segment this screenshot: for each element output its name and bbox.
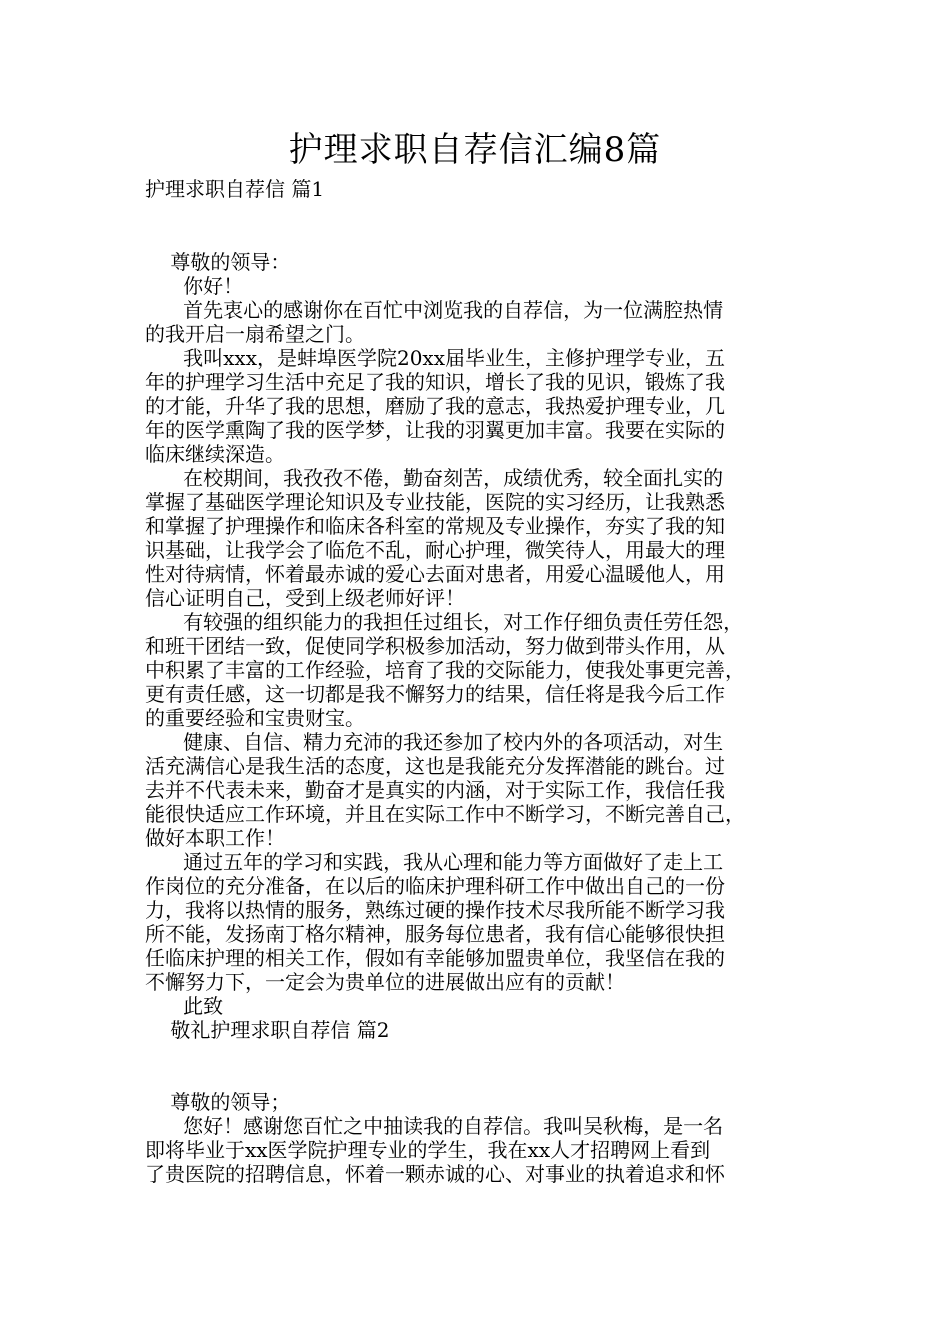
text-line: 更有责任感，这一切都是我不懈努力的结果，信任将是我今后工作: [145, 682, 725, 706]
text-line: 和掌握了护理操作和临床各科室的常规及专业操作，夯实了我的知: [145, 514, 725, 538]
text-line: 性对待病情，怀着最赤诚的爱心去面对患者，用爱心温暖他人，用: [145, 562, 725, 586]
text-line: 您好！感谢您百忙之中抽读我的自荐信。我叫吴秋梅，是一名: [145, 1114, 724, 1138]
text-line: 能很快适应工作环境，并且在实际工作中不断学习，不断完善自己，: [145, 802, 745, 826]
text-line: 的我开启一扇希望之门。: [145, 322, 365, 346]
text-line: 年的医学熏陶了我的医学梦，让我的羽翼更加丰富。我要在实际的: [145, 418, 725, 442]
text-line: 的才能，升华了我的思想，磨励了我的意志，我热爱护理专业，几: [145, 394, 725, 418]
text-line: 信心证明自己，受到上级老师好评！: [145, 586, 465, 610]
text-line: 的重要经验和宝贵财宝。: [145, 706, 365, 730]
text-line: 尊敬的领导：: [145, 250, 291, 274]
letter-section-2: [145, 1090, 805, 1186]
text-line: 敬礼护理求职自荐信 篇2: [145, 1018, 390, 1042]
document-body: [145, 250, 805, 1186]
text-line: 做好本职工作！: [145, 826, 285, 850]
text-line: 在校期间，我孜孜不倦，勤奋刻苦，成绩优秀，较全面扎实的: [145, 466, 724, 490]
text-line: 此致: [145, 994, 224, 1018]
text-line: 所不能，发扬南丁格尔精神，服务每位患者，我有信心能够很快担: [145, 922, 725, 946]
text-line: 你好！: [145, 274, 244, 298]
text-line: 识基础，让我学会了临危不乱，耐心护理，微笑待人，用最大的理: [145, 538, 725, 562]
text-line: 活充满信心是我生活的态度，这也是我能充分发挥潜能的跳台。过: [145, 754, 725, 778]
text-line: 临床继续深造。: [145, 442, 285, 466]
text-line: 了贵医院的招聘信息，怀着一颗赤诚的心、对事业的执着追求和怀: [145, 1162, 725, 1186]
text-line: 健康、自信、精力充沛的我还参加了校内外的各项活动，对生: [145, 730, 724, 754]
text-line: 不懈努力下，一定会为贵单位的进展做出应有的贡献！: [145, 970, 625, 994]
text-line: 和班干团结一致，促使同学积极参加活动，努力做到带头作用，从: [145, 634, 725, 658]
text-line: 任临床护理的相关工作，假如有幸能够加盟贵单位，我坚信在我的: [145, 946, 725, 970]
text-line: 通过五年的学习和实践，我从心理和能力等方面做好了走上工: [145, 850, 724, 874]
section-heading: 护理求职自荐信 篇1: [145, 177, 325, 201]
text-line: 年的护理学习生活中充足了我的知识，增长了我的见识，锻炼了我: [145, 370, 725, 394]
section-gap: [145, 1042, 805, 1090]
text-line: 我叫xxx，是蚌埠医学院20xx届毕业生，主修护理学专业，五: [145, 346, 725, 370]
text-line: 力，我将以热情的服务，熟练过硬的操作技术尽我所能不断学习我: [145, 898, 725, 922]
text-line: 首先衷心的感谢你在百忙中浏览我的自荐信，为一位满腔热情: [145, 298, 724, 322]
text-line: 尊敬的领导；: [145, 1090, 291, 1114]
text-line: 中积累了丰富的工作经验，培育了我的交际能力，使我处事更完善，: [145, 658, 745, 682]
letter-section-1: [145, 250, 805, 1042]
text-line: 有较强的组织能力的我担任过组长，对工作仔细负责任劳任怨，: [145, 610, 744, 634]
text-line: 掌握了基础医学理论知识及专业技能，医院的实习经历，让我熟悉: [145, 490, 725, 514]
text-line: 去并不代表未来，勤奋才是真实的内涵，对于实际工作，我信任我: [145, 778, 725, 802]
text-line: 即将毕业于xx医学院护理专业的学生，我在xx人才招聘网上看到: [145, 1138, 711, 1162]
document-title: 护理求职自荐信汇编8篇: [288, 130, 662, 170]
text-line: 作岗位的充分准备，在以后的临床护理科研工作中做出自己的一份: [145, 874, 725, 898]
